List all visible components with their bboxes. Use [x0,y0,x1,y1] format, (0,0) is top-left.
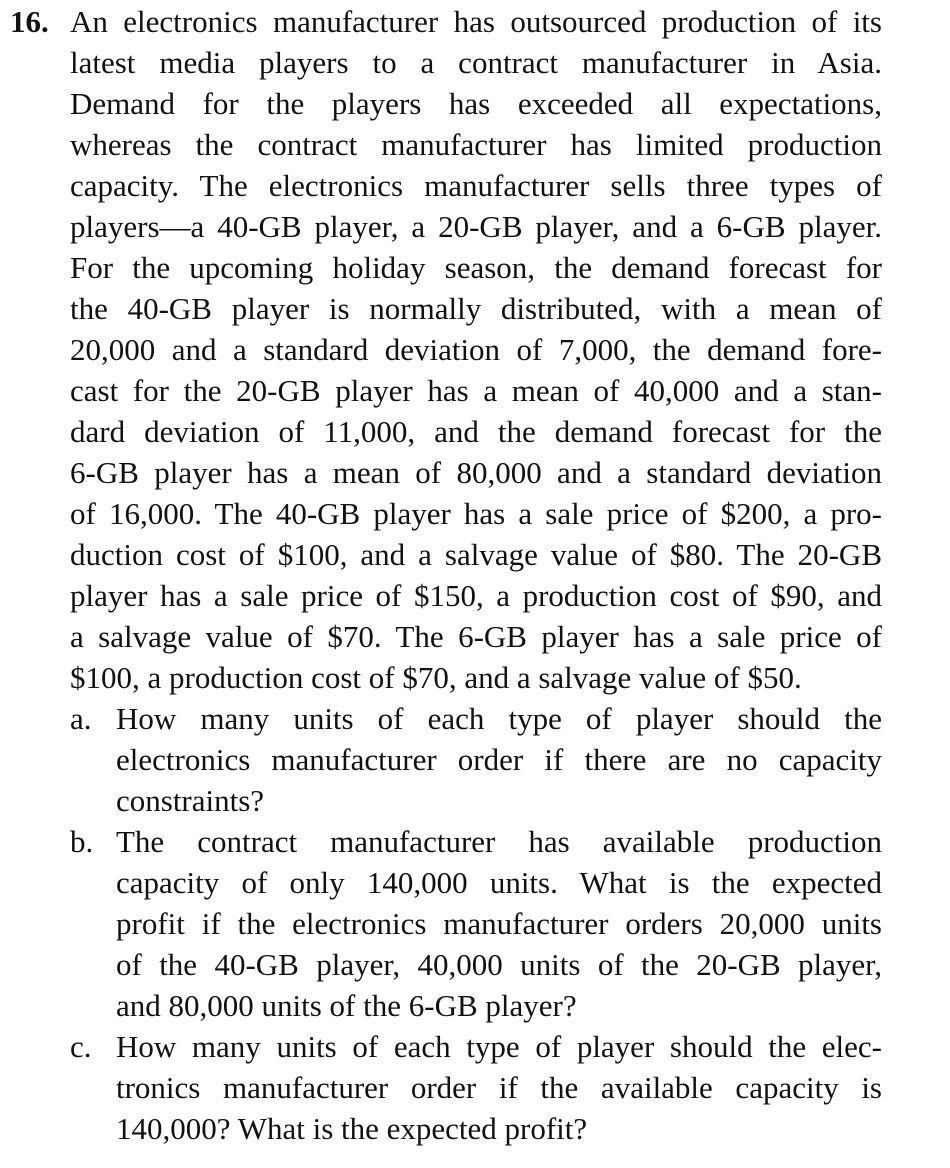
intro-line-16: a salvage value of $70. The 6-GB player has a sale price of [70,619,882,654]
intro-line-6: players—a 40-GB player, a 20-GB player, and a 6-GB player. [70,209,882,244]
part-b-label: b. [70,824,94,859]
part-b-line-2: capacity of only 140,000 units. What is the expected [116,865,882,900]
intro-line-10: cast for the 20-GB player has a mean of 40,000 and a stan- [70,373,882,408]
intro-line-11: dard deviation of 11,000, and the demand forecast for the [70,414,882,449]
intro-line-8: the 40-GB player is normally distributed, with a mean of [70,291,882,326]
part-c-line-2: tronics manufacturer order if the available capacity is [116,1070,882,1105]
part-b-line-5: and 80,000 units of the 6-GB player? [116,988,577,1023]
part-c-line-3: 140,000? What is the expected profit? [116,1111,588,1146]
problem-number: 16. [10,4,49,39]
intro-line-9: 20,000 and a standard deviation of 7,000, the demand fore- [70,332,882,367]
intro-line-3: Demand for the players has exceeded all expectations, [70,86,882,121]
intro-line-2: latest media players to a contract manufacturer in Asia. [70,45,882,80]
part-b-line-4: of the 40-GB player, 40,000 units of the 20-GB player, [116,947,882,982]
part-c-label: c. [70,1029,92,1064]
intro-line-5: capacity. The electronics manufacturer sells three types of [70,168,882,203]
intro-line-4: whereas the contract manufacturer has limited production [70,127,882,162]
intro-line-14: duction cost of $100, and a salvage value of $80. The 20-GB [70,537,882,572]
part-c-line-1: How many units of each type of player should the elec- [116,1029,882,1064]
part-b-line-3: profit if the electronics manufacturer orders 20,000 units [116,906,882,941]
part-a-line-2: electronics manufacturer order if there are no capacity [116,742,882,777]
intro-line-12: 6-GB player has a mean of 80,000 and a standard deviation [70,455,882,490]
part-a-line-1: How many units of each type of player should the [116,701,882,736]
intro-line-13: of 16,000. The 40-GB player has a sale price of $200, a pro- [70,496,882,531]
part-a-label: a. [70,701,92,736]
part-a-line-3: constraints? [116,783,265,818]
intro-line-17: $100, a production cost of $70, and a salvage value of $50. [70,660,802,695]
intro-line-15: player has a sale price of $150, a production cost of $90, and [70,578,882,613]
intro-line-7: For the upcoming holiday season, the demand forecast for [70,250,882,285]
intro-line-1: An electronics manufacturer has outsourced production of its [70,4,882,39]
part-b-line-1: The contract manufacturer has available production [116,824,882,859]
